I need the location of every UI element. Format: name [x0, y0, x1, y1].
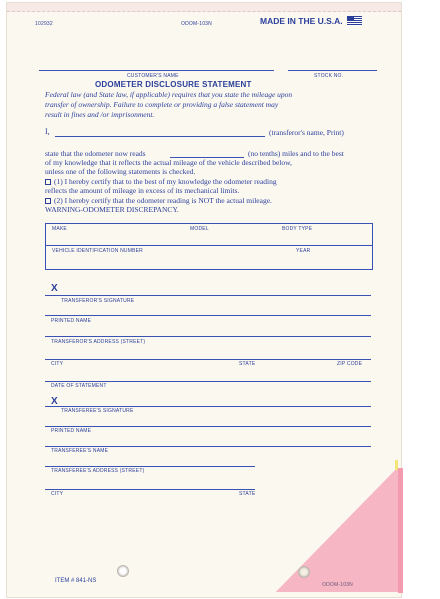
transferee-city-line[interactable] — [45, 489, 265, 490]
copy-form-code: ODOM-103N — [322, 582, 353, 588]
made-in-usa: MADE IN THE U.S.A. — [260, 16, 343, 26]
transferor-address-line[interactable] — [45, 336, 371, 337]
transferor-printed-name-line[interactable] — [45, 315, 371, 316]
vehicle-box-divider — [46, 245, 372, 246]
transferee-printed-name-label: PRINTED NAME — [51, 428, 92, 434]
customer-name-line[interactable] — [39, 70, 274, 71]
perforated-top-strip — [7, 3, 401, 12]
transferor-name-hint: (transferor's name, Print) — [269, 128, 344, 137]
transferee-printed-name-line[interactable] — [45, 426, 371, 427]
transferee-name-label: TRANSFEREE'S NAME — [51, 448, 109, 454]
statement-start: state that the odometer now reads — [45, 149, 146, 158]
model-label: MODEL — [190, 226, 209, 232]
vehicle-info-box — [45, 223, 373, 270]
us-flag-icon — [347, 16, 362, 26]
year-label: YEAR — [296, 248, 311, 254]
transferor-address-label: TRANSFEROR'S ADDRESS (STREET) — [51, 339, 146, 345]
transferor-signature-label: TRANSFEROR'S SIGNATURE — [61, 298, 135, 304]
stock-no-label: STOCK NO. — [314, 73, 344, 79]
transferee-name-line[interactable] — [45, 446, 371, 447]
date-of-statement-label: DATE OF STATEMENT — [51, 383, 107, 389]
transferor-prefix: I, — [45, 127, 50, 136]
stock-no-line[interactable] — [288, 70, 377, 71]
transferee-signature-line[interactable] — [45, 406, 371, 407]
form-number-center: ODOM-103N — [181, 21, 212, 27]
pink-copy-edge — [398, 468, 403, 593]
date-of-statement-line[interactable] — [45, 381, 371, 382]
transferor-printed-name-label: PRINTED NAME — [51, 318, 92, 324]
odometer-warning: WARNING-ODOMETER DISCREPANCY. — [45, 205, 179, 214]
option-1-line-2: reflects the amount of mileage in excess of its mechanical limits. — [45, 186, 240, 195]
transferor-x-mark: X — [51, 283, 58, 294]
option-2: (2) I hereby certify that the odometer reading is NOT the actual mileage. — [45, 196, 380, 205]
statement-line-3: unless one of the following statements is checked. — [45, 167, 196, 176]
option-2-checkbox[interactable] — [45, 198, 51, 204]
statement-end: (no tenths) miles and to the best — [248, 149, 344, 158]
transferor-city-line[interactable] — [45, 359, 371, 360]
statement-line-2: of my knowledge that it reflects the actual mileage of the vehicle described below, — [45, 158, 292, 167]
binding-hole-left — [117, 565, 129, 577]
transferor-zip-label: ZIP CODE — [337, 361, 363, 367]
transferee-city-label: CITY — [51, 491, 64, 497]
item-number: ITEM # 841-NS — [55, 578, 97, 584]
transferor-state-label: STATE — [239, 361, 256, 367]
option-1-checkbox[interactable] — [45, 179, 51, 185]
transferee-address-label: TRANSFEREE'S ADDRESS (STREET) — [51, 468, 145, 474]
transferee-signature-label: TRANSFEREE'S SIGNATURE — [61, 408, 134, 414]
intro-line-3: result in fines and /or imprisonment. — [45, 110, 155, 119]
body-type-label: BODY TYPE — [282, 226, 313, 232]
transferor-city-label: CITY — [51, 361, 64, 367]
transferor-signature-line[interactable] — [45, 295, 371, 296]
transferee-state-label: STATE — [239, 491, 256, 497]
transferee-x-mark: X — [51, 396, 58, 407]
option-1: (1) I hereby certify that to the best of my knowledge the odometer reading — [45, 177, 380, 186]
transferor-name-line[interactable] — [55, 136, 265, 137]
customer-name-label: CUSTOMER'S NAME — [127, 73, 179, 79]
form-title: ODOMETER DISCLOSURE STATEMENT — [95, 80, 252, 89]
form-number-left: 102932 — [35, 21, 53, 27]
make-label: MAKE — [52, 226, 67, 232]
intro-line-1: Federal law (and State law, if applicable) requires that you state the mileage upon — [45, 90, 293, 99]
vin-label: VEHICLE IDENTIFICATION NUMBER — [52, 248, 143, 254]
binding-hole-right — [298, 566, 310, 578]
intro-line-2: transfer of ownership. Failure to complete or providing a false statement may — [45, 100, 279, 109]
